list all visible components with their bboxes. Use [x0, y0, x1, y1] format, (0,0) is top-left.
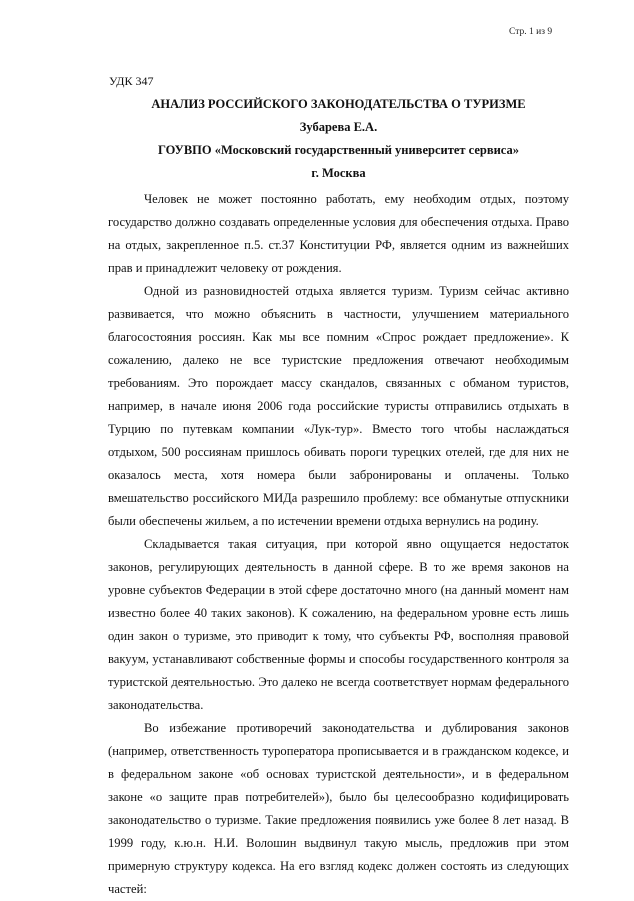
paragraph: Человек не может постоянно работать, ему необходим отдых, поэтому государство должно создавать определенные условия для обеспечения отдыха. Право на отдых, закрепленное п.5. ст.37 Конституции РФ, является одним из важнейших прав и принадлежит человеку от рождения. — [108, 192, 569, 275]
paragraph: Складывается такая ситуация, при которой явно ощущается недостаток законов, регулирующих деятельность в данной сфере. В то же время законов на уровне субъектов Федерации в этой сфере достаточно много (на данный момент нам известно более 40 таких законов). К сожалению, на федеральном уровне есть лишь один закон о туризме, это приводит к тому, что субъекты РФ, восполняя правовой вакуум, устанавливают собственные формы и способы государственного контроля за туристской деятельностью. Это далеко не всегда соответствует нормам федерального законодательства. — [108, 537, 569, 712]
page-number: Стр. 1 из 9 — [509, 27, 553, 37]
article-title: АНАЛИЗ РОССИЙСКОГО ЗАКОНОДАТЕЛЬСТВА О ТУРИЗМЕ — [151, 97, 526, 111]
udk-code: УДК 347 — [109, 74, 154, 88]
city-name: г. Москва — [311, 166, 366, 180]
author-name: Зубарева Е.А. — [299, 120, 378, 134]
paragraph: Во избежание противоречий законодательства и дублирования законов (например, ответственность туроператора прописывается и в гражданском кодексе, и в федеральном законе «об основах туристской деятельности», и в федеральном законе «о защите прав потребителей»), было бы целесообразно кодифицировать законодательство о туризме. Такие предложения появились уже более 8 лет назад. В 1999 году, к.ю.н. Н.И. Волошин выдвинул такую мысль, предложив при этом примерную структуру кодекса. На его взгляд кодекс должен состоять из следующих частей: — [108, 721, 569, 896]
organization-name: ГОУВПО «Московский государственный университет сервиса» — [157, 143, 519, 157]
paragraph: Одной из разновидностей отдыха является туризм. Туризм сейчас активно развивается, что можно объяснить в частности, улучшением материального благосостояния россиян. Как мы все помним «Спрос рождает предложение». К сожалению, далеко не все туристские предложения отвечают необходимым требованиям. Это порождает массу скандалов, связанных с обманом туристов, например, в начале июня 2006 года российские туристы отправились отдыхать в Турцию по путевкам компании «Лук-тур». Вместо того чтобы наслаждаться отдыхом, 500 россиянам пришлось обивать пороги турецких отелей, где для них не оказалось места, хотя номера были забронированы и оплачены. Только вмешательство российского МИДа разрешило проблему: все обманутые отпускники были обеспечены жильем, а по истечении времени отдыха вернулись на родину. — [108, 284, 569, 528]
article-body — [108, 188, 569, 901]
